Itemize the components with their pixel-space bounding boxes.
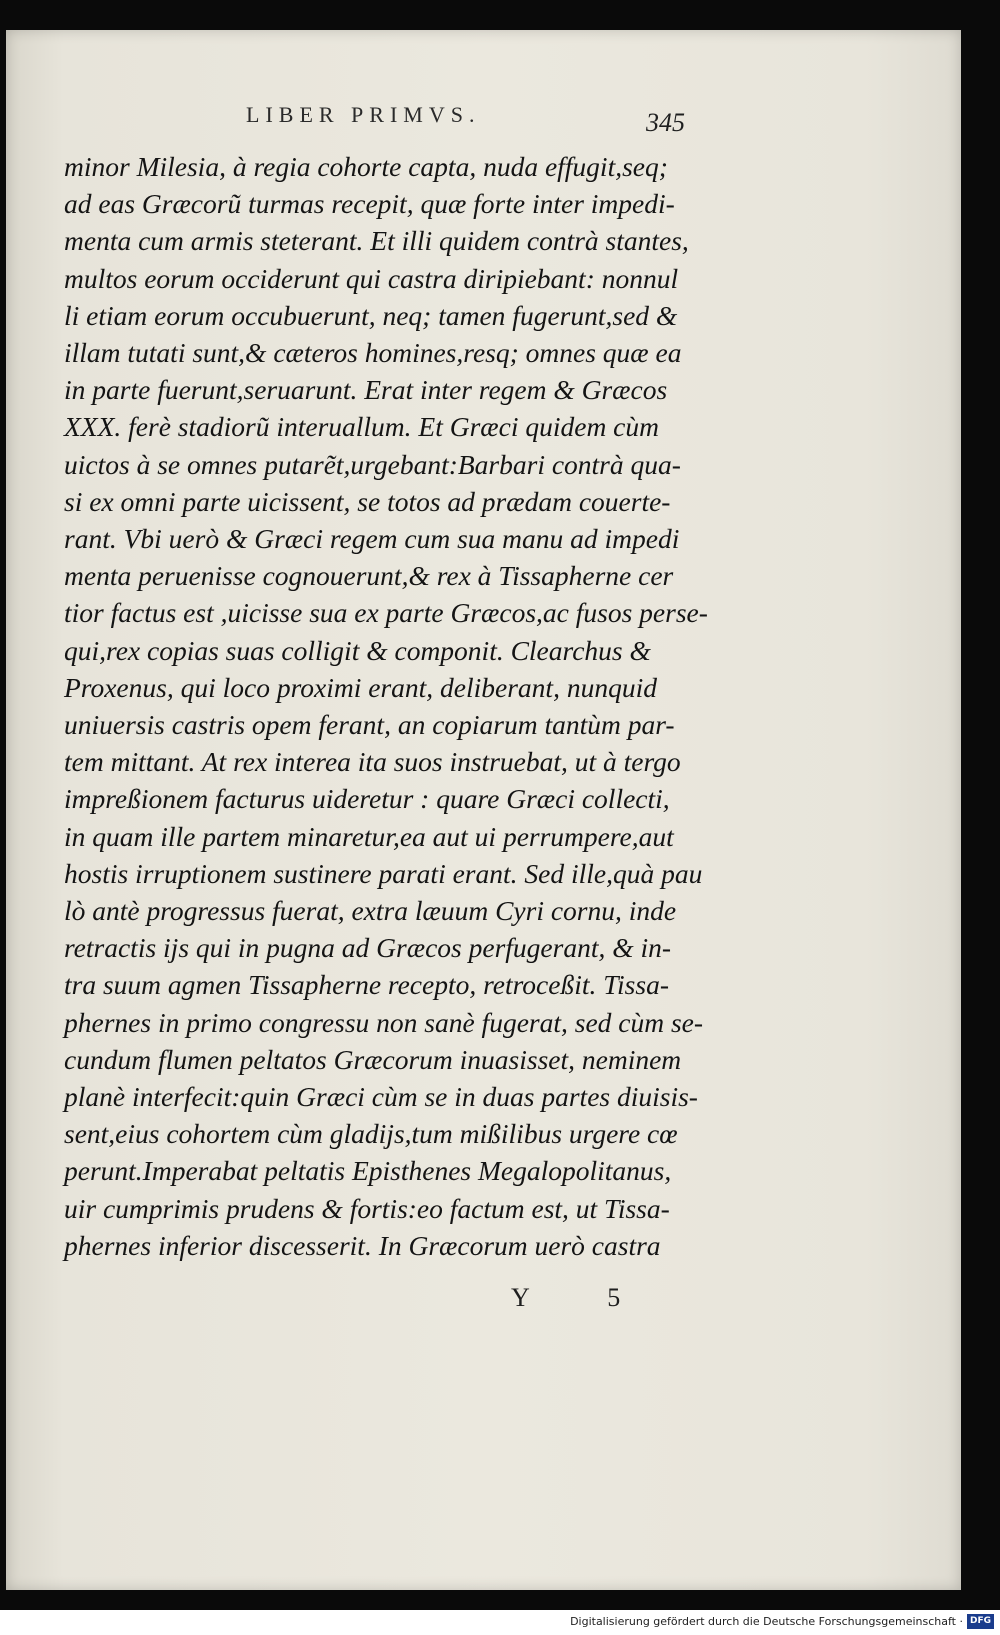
dfg-logo: DFG (967, 1614, 994, 1629)
text-line: menta cum armis steterant. Et illi quidem contrà stantes, (64, 225, 689, 257)
text-line: lò antè progressus fuerat, extra læuum Cyri cornu, inde (64, 895, 677, 927)
page-number: 345 (646, 108, 685, 137)
text-line: si ex omni parte uicissent, se totos ad prædam couerte- (64, 485, 671, 517)
text-line: menta peruenisse cognouerunt,& rex à Tissapherne cer (64, 560, 674, 592)
text-line: tra suum agmen Tissapherne recepto, retroceßit. Tissa- (64, 969, 669, 1001)
text-line: Proxenus, qui loco proximi erant, deliberant, nunquid (64, 671, 657, 703)
text-line: rant. Vbi uerò & Græci regem cum sua manu ad impedi (64, 523, 680, 555)
text-line: phernes inferior discesserit. In Græcorum uerò castra (64, 1229, 661, 1261)
text-line: planè interfecit:quin Græci cùm se in duas partes diuisis- (64, 1081, 698, 1113)
text-line: illam tutati sunt,& cæteros homines,resq; omnes quæ ea (64, 337, 682, 369)
text-line: ad eas Græcorũ turmas recepit, quæ forte inter impedi- (64, 188, 675, 220)
text-line: uniuersis castris opem ferant, an copiarum tantùm par- (64, 709, 675, 741)
text-line: phernes in primo congressu non sanè fugerat, sed cùm se- (64, 1006, 704, 1038)
text-line: sent,eius cohortem cùm gladijs,tum mißilibus urgere cœ (64, 1118, 678, 1150)
text-line: XXX. ferè stadiorũ interuallum. Et Græci quidem cùm (64, 411, 659, 443)
text-line: tem mittant. At rex interea ita suos instruebat, ut à tergo (64, 746, 681, 778)
text-line: cundum flumen peltatos Græcorum inuasisset, neminem (64, 1043, 682, 1075)
text-line: perunt.Imperabat peltatis Episthenes Megalopolitanus, (64, 1155, 672, 1187)
text-line: tior factus est ,uicisse sua ex parte Græcos,ac fusos perse- (64, 597, 708, 629)
text-line: in quam ille partem minaretur,ea aut ui perrumpere,aut (64, 820, 674, 852)
text-line: minor Milesia, à regia cohorte capta, nuda effugit,seq; (64, 151, 668, 182)
text-line: qui,rex copias suas colligit & componit. Clearchus & (64, 634, 651, 666)
text-line: uir cumprimis prudens & fortis:eo factum est, ut Tissa- (64, 1192, 670, 1224)
text-line: impreßionem facturus uideretur : quare Græci collecti, (64, 783, 670, 815)
text-line: retractis ijs qui in pugna ad Græcos perfugerant, & in- (64, 932, 672, 964)
body-text (64, 148, 714, 1264)
running-head: LIBER PRIMVS. (246, 102, 481, 127)
text-line: multos eorum occiderunt qui castra diripiebant: nonnul (64, 262, 679, 294)
signature-mark: Y 5 (511, 1283, 657, 1312)
text-line: in parte fuerunt,seruarunt. Erat inter regem & Græcos (64, 374, 668, 406)
text-line: li etiam eorum occubuerunt, neq; tamen fugerunt,sed & (64, 299, 678, 331)
funding-credit: Digitalisierung gefördert durch die Deutsche Forschungsgemeinschaft · (570, 1614, 963, 1628)
text-line: uictos à se omnes putarẽt,urgebant:Barbari contrà qua- (64, 448, 681, 480)
text-line: hostis irruptionem sustinere parati erant. Sed ille,quà pau (64, 857, 703, 889)
book-page (6, 30, 961, 1590)
digitization-footer (570, 1611, 994, 1631)
